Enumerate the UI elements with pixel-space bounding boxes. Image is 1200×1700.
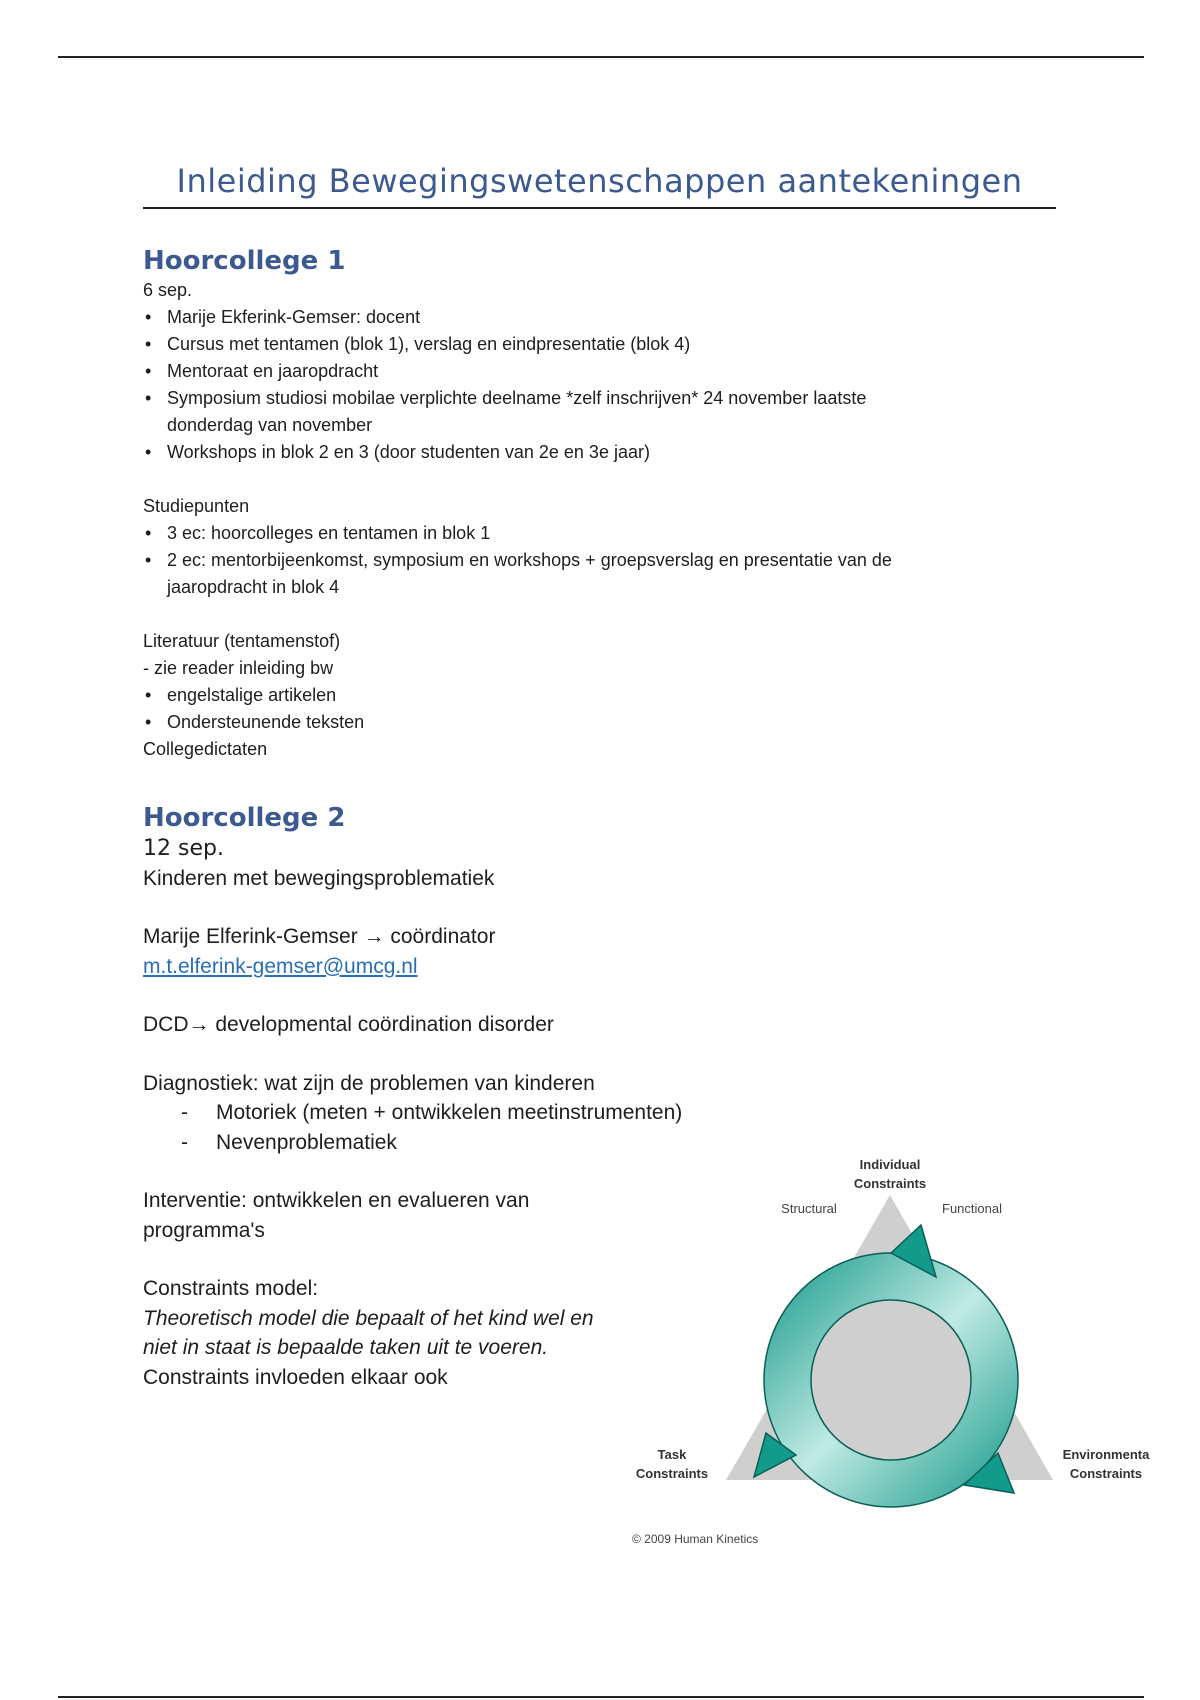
constraints-diagram (626, 1155, 1176, 1555)
document-title: Inleiding Bewegingswetenschappen aantekeningen (176, 162, 1023, 200)
copyright-text: © 2009 Human Kinetics (632, 1532, 759, 1546)
header-rule (58, 56, 1144, 58)
literatuur-reader: - zie reader inleiding bw (143, 658, 334, 678)
heading-hoorcollege-2: Hoorcollege 2 (143, 803, 346, 833)
list-item: • 2 ec: mentorbijeenkomst, symposium en workshops + groepsverslag en presentatie van de jaaropdracht in blok 4 (143, 547, 1023, 601)
label-individual-2: Constraints (853, 1176, 927, 1191)
email-link[interactable]: m.t.elferink-gemser@umcg.nl (143, 954, 418, 978)
list-item: • Workshops in blok 2 en 3 (door studenten van 2e en 3e jaar) (143, 439, 1023, 466)
footer-rule (58, 1696, 1144, 1698)
list-item: - Motoriek (meten + ontwikkelen meetinstrumenten) (143, 1098, 803, 1128)
interventie-line: Interventie: ontwikkelen en evalueren van programma's (143, 1189, 530, 1242)
label-individual-1: Individual (859, 1157, 921, 1172)
coordinator-line: Marije Elferink-Gemser → coördinator (143, 925, 496, 948)
list-item: • 3 ec: hoorcolleges en tentamen in blok 1 (143, 520, 1023, 547)
label-structural: Structural (781, 1201, 837, 1216)
label-functional: Functional (942, 1201, 1002, 1216)
list-item: • engelstalige artikelen (143, 682, 1023, 709)
list-item: • Ondersteunende teksten (143, 709, 1023, 736)
cycle-core (811, 1300, 971, 1460)
literatuur-label: Literatuur (tentamenstof) (143, 631, 341, 651)
list-item: • Mentoraat en jaaropdracht (143, 358, 1023, 385)
label-environment-1: Environmenta (1062, 1447, 1150, 1462)
hc1-bullet-list (143, 304, 1023, 466)
constraints-definition: Theoretisch model die bepaalt of het kind wel en niet in staat is bepaalde taken uit te voeren. (143, 1306, 594, 1359)
studiepunten-label: Studiepunten (143, 496, 250, 516)
hc2-date: 12 sep. (143, 836, 224, 861)
section-hoorcollege-1 (143, 245, 1023, 763)
constraints-note: Constraints invloeden elkaar ook (143, 1365, 448, 1389)
label-environment-2: Constraints (1069, 1466, 1143, 1481)
collegedictaten: Collegedictaten (143, 739, 268, 759)
literatuur-list (143, 682, 1023, 736)
diagnostiek-line: Diagnostiek: wat zijn de problemen van kinderen (143, 1071, 595, 1095)
label-task-1: Task (657, 1447, 687, 1462)
title-underline (143, 207, 1056, 209)
list-item: - Nevenproblematiek (143, 1128, 803, 1158)
dcd-line: DCD→ developmental coördination disorder (143, 1013, 554, 1036)
list-item: • Marije Ekferink-Gemser: docent (143, 304, 1023, 331)
list-item: • Symposium studiosi mobilae verplichte deelname *zelf inschrijven* 24 november laatste donderdag van november (143, 385, 1023, 439)
studiepunten-list (143, 520, 1023, 601)
list-item: • Cursus met tentamen (blok 1), verslag en eindpresentatie (blok 4) (143, 331, 1023, 358)
hc1-date: 6 sep. (143, 280, 193, 300)
hc2-topic: Kinderen met bewegingsproblematiek (143, 866, 495, 890)
constraints-label: Constraints model: (143, 1277, 319, 1300)
heading-hoorcollege-1: Hoorcollege 1 (143, 246, 346, 276)
label-task-2: Constraints (635, 1466, 709, 1481)
